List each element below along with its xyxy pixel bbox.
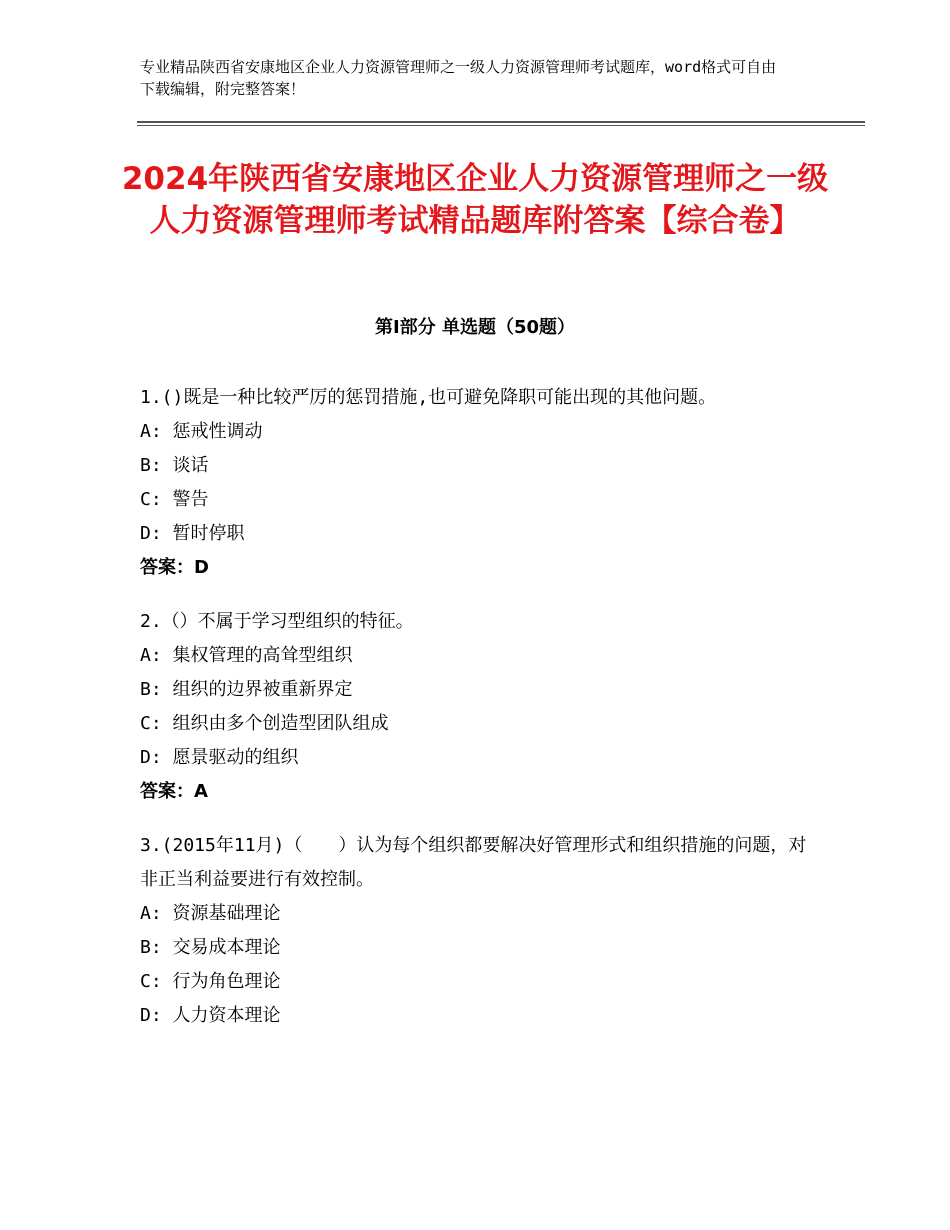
question-stem: 2.（）不属于学习型组织的特征。: [140, 611, 414, 632]
option-a: A: 惩戒性调动: [140, 421, 263, 442]
question-1: [140, 381, 810, 585]
option-c: C: 组织由多个创造型团队组成: [140, 713, 389, 734]
document-title: 2024年陕西省安康地区企业人力资源管理师之一级人力资源管理师考试精品题库附答案【综合卷】: [121, 161, 829, 239]
option-c: C: 行为角色理论: [140, 971, 281, 992]
option-b: B: 组织的边界被重新界定: [140, 679, 353, 700]
question-3: [140, 829, 810, 1033]
header-note: 专业精品陕西省安康地区企业人力资源管理师之一级人力资源管理师考试题库，word格式可自由下载编辑，附完整答案！: [140, 58, 777, 98]
question-list: [140, 381, 810, 1053]
answer-line: 答案：A: [140, 781, 208, 802]
option-b: B: 谈话: [140, 455, 209, 476]
header-divider: [137, 121, 865, 123]
question-stem: 1.()既是一种比较严厉的惩罚措施,也可避免降职可能出现的其他问题。: [140, 387, 717, 408]
option-d: D: 愿景驱动的组织: [140, 747, 299, 768]
answer-line: 答案：D: [140, 557, 209, 578]
option-d: D: 暂时停职: [140, 523, 245, 544]
option-d: D: 人力资本理论: [140, 1005, 281, 1026]
option-c: C: 警告: [140, 489, 209, 510]
header-divider-thin: [137, 125, 865, 126]
option-a: A: 集权管理的高耸型组织: [140, 645, 353, 666]
section-heading: 第Ⅰ部分 单选题（50题）: [374, 317, 575, 338]
option-a: A: 资源基础理论: [140, 903, 281, 924]
question-2: [140, 605, 810, 809]
question-stem: 3.(2015年11月)（ ）认为每个组织都要解决好管理形式和组织措施的问题，对非正当利益要进行有效控制。: [140, 835, 807, 890]
option-b: B: 交易成本理论: [140, 937, 281, 958]
